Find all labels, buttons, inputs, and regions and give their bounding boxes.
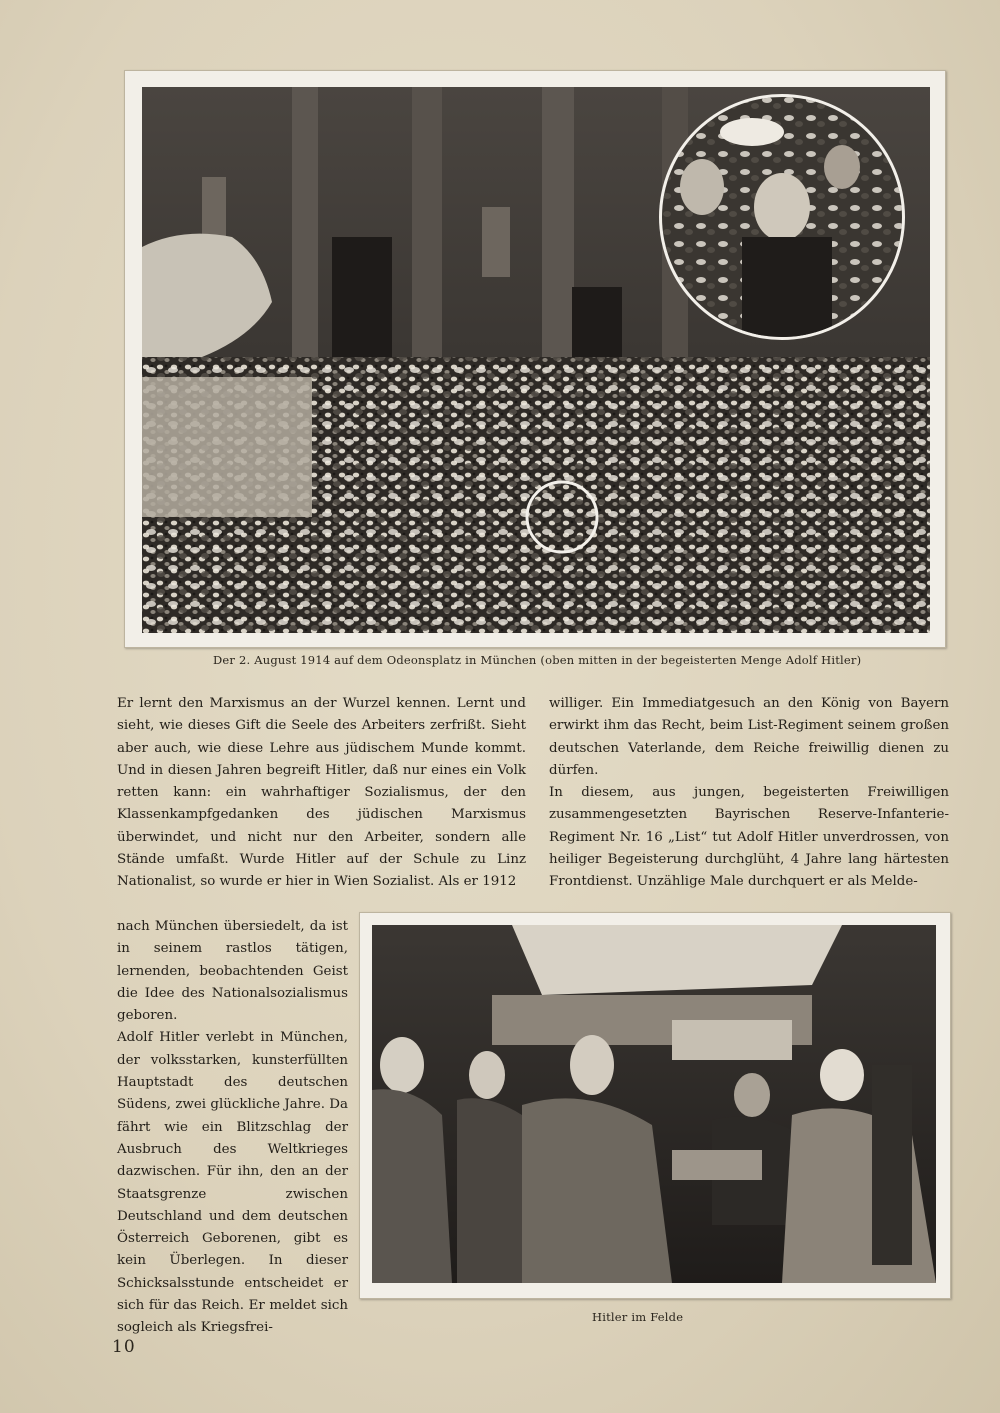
paragraph-idee: nach München übersiedelt, da ist in seinem rastlos tätigen, lernenden, beobachtenden Geist die Idee des Nationalsozialismus geboren. — [117, 919, 348, 1024]
page-number: 10 — [112, 1337, 136, 1357]
crowd-photo — [124, 70, 946, 648]
left-column-text-narrow — [117, 916, 348, 1340]
field-photo-image — [372, 925, 936, 1283]
paragraph-muenchen: Adolf Hitler verlebt in München, der volksstarken, kunsterfüllten Hauptstadt des deutschen Südens, zwei glückliche Jahre. Da fährt wie ein Blitzschlag der Ausbruch des Weltkrieges dazwischen. Für ihn, den an der Staatsgrenze zwischen Deutschland und dem deutschen Österreich Geborenen, gibt es kein Überlegen. In dieser Schicksalsstunde entscheidet er sich für das Reich. Er meldet sich sogleich als Kriegsfrei- — [117, 1030, 348, 1336]
field-photo — [359, 912, 951, 1299]
top-photo-caption: Der 2. August 1914 auf dem Odeonsplatz in München (oben mitten in der begeisterten Menge Adolf Hitler) — [213, 653, 862, 667]
right-column-text — [549, 693, 949, 894]
bottom-photo-caption: Hitler im Felde — [592, 1310, 684, 1324]
left-column-text-top — [117, 693, 526, 894]
crowd-photo-image — [142, 87, 930, 633]
paragraph-marxismus: Er lernt den Marxismus an der Wurzel kennen. Lernt und sieht, wie dieses Gift die Seele des Arbeiters zerfrißt. Sieht aber auch, wie diese Lehre aus jüdischem Munde kommt. Und in diesen Jahren begreift Hitler, daß nur eines ein Volk retten kann: ein wahrhaftiger Sozialismus, der den Klassenkampfgedanken des jüdischen Marxismus überwindet, und nicht nur den Arbeiter, sondern alle Stände umfaßt. Wurde Hitler auf der Schule zu Linz Nationalist, so wurde er hier in Wien Sozialist. Als er 1912 — [117, 696, 526, 890]
paragraph-freiwilliger: williger. Ein Immediatgesuch an den König von Bayern erwirkt ihm das Recht, beim List-Regiment seinem großen deutschen Vaterlande, dem Reiche freiwillig dienen zu dürfen. — [549, 696, 949, 778]
paragraph-regiment: In diesem, aus jungen, begeisterten Freiwilligen zusammengesetzten Bayrischen Reserve-Infanterie-Regiment Nr. 16 „List“ tut Adolf Hitler unverdrossen, von heiliger Begeisterung durchglüht, 4 Jahre lang härtesten Frontdienst. Unzählige Male durchquert er als Melde- — [549, 785, 949, 890]
